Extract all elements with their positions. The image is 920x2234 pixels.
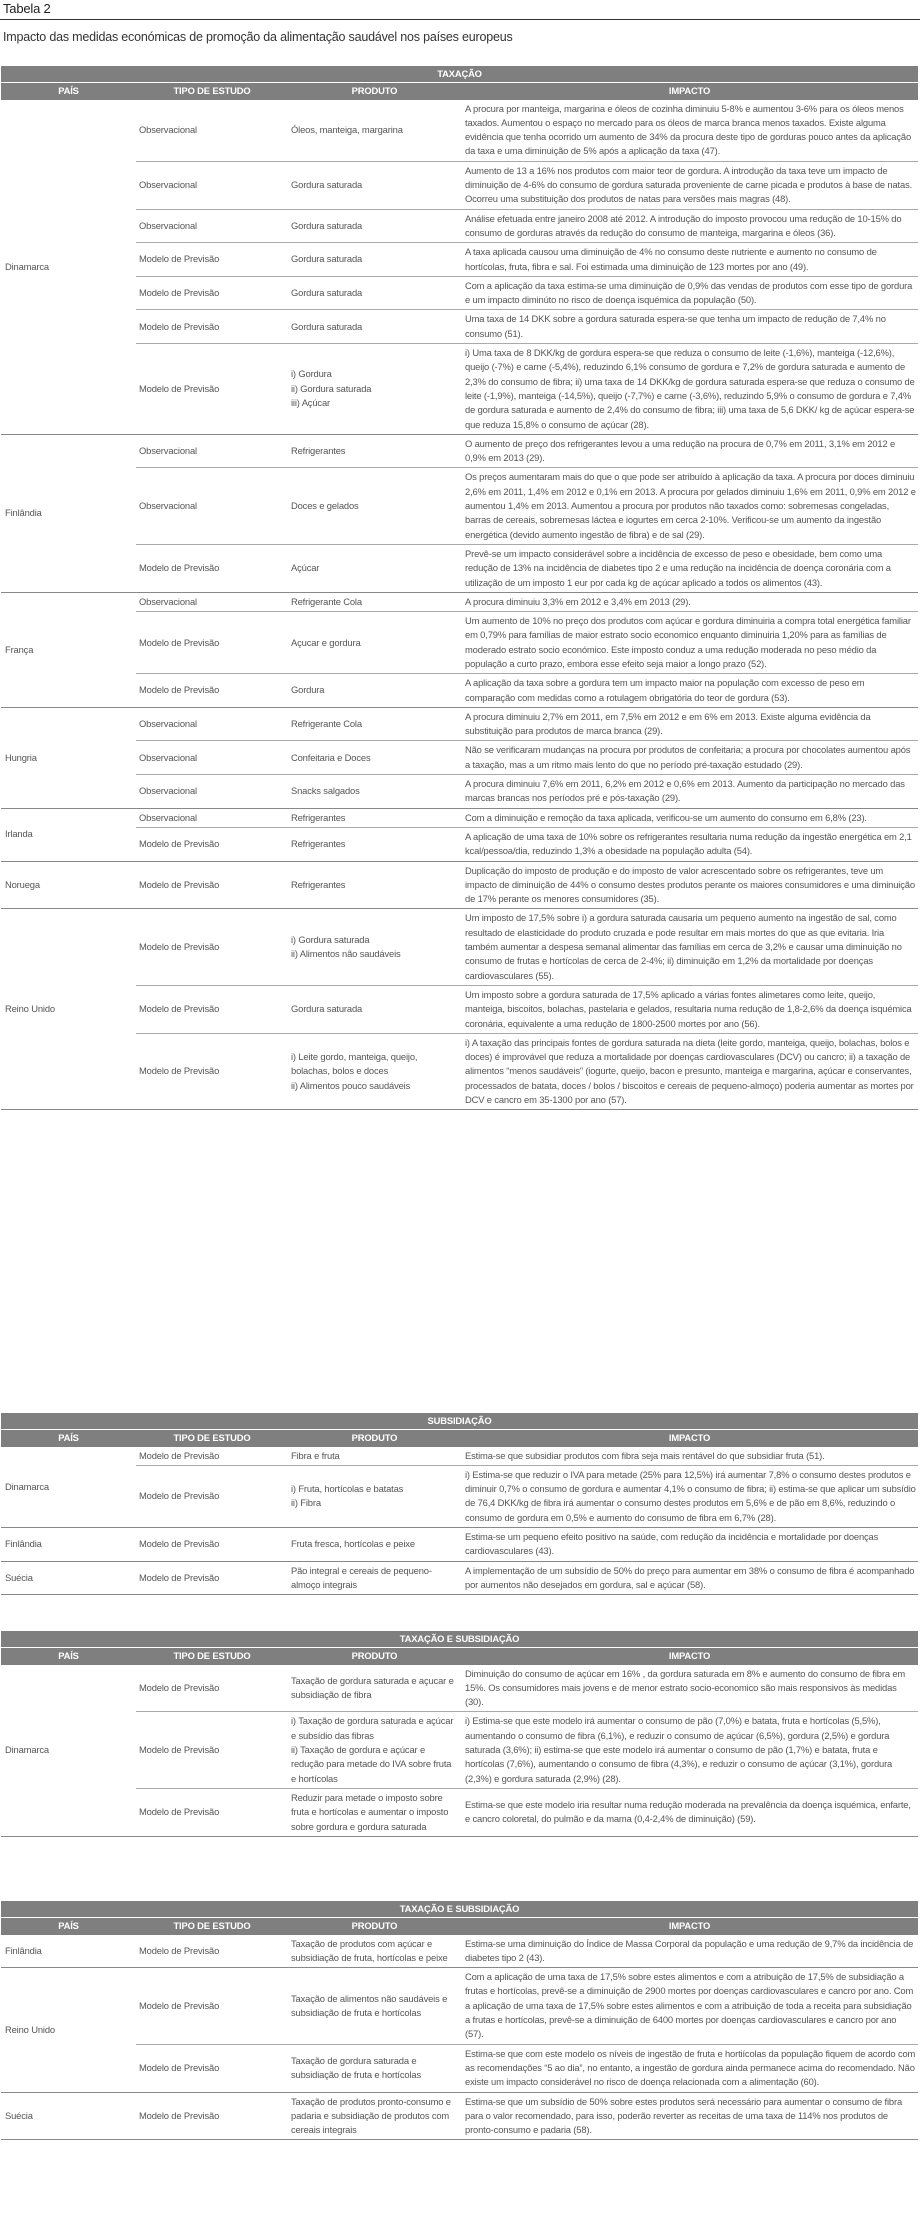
impact-cell: Aumento de 13 a 16% nos produtos com maior teor de gordura. A introdução da taxa teve um impacto de diminuição de 4-6% do consumo de gordura saturada proveniente de carne picada e produtos à base de natas. Ocorreu uma substituição dos produtos de natas para versões mais magras (48). <box>461 161 918 209</box>
study-type-cell: Observacional <box>136 707 288 741</box>
table-row <box>1 861 918 909</box>
impact-cell: Estima-se que com este modelo os níveis de ingestão de fruta e hortiícolas da população fiquem de acordo com as recomendações “5 ao dia”, no entanto, a ingestão de gordura ainda permanece acima do recomendado. Não existe um impacto considerável no risco de doença relacionada com a alimentação (60). <box>461 2044 918 2092</box>
study-type-cell: Modelo de Previsão <box>136 985 288 1033</box>
impact-cell: A procura por manteiga, margarina e óleos de cozinha diminuiu 5-8% e aumentou 3-6% para os óleos menos taxados. Aumentou o espaço no mercado para os óleos de marca branca menos taxados. Existe alguma evidência que tenha ocorrido um aumento de 34% da procura deste tipo de gorduras pouco antes da aplicação da taxa e uma diminuição de 5% após a aplicação da taxa (47). <box>461 100 918 162</box>
impact-cell: Com a aplicação da taxa estima-se uma diminuição de 0,9% das vendas de produtos com esse tipo de gordura e um impacto diminúto no risco de doença isquémica da população (50). <box>461 276 918 310</box>
product-cell: i) Gordura ii) Gordura saturada iii) Açúcar <box>288 344 461 435</box>
product-cell: Pão integral e cereais de pequeno-almoço integrais <box>288 1561 461 1595</box>
impact-cell: A taxa aplicada causou uma diminuição de 4% no consumo deste nutriente e aumento no consumo de hortícolas, fruta, fibra e sal. Foi estimada uma diminuição de 123 mortes por ano (49). <box>461 243 918 277</box>
table-row <box>1 1665 918 1712</box>
impact-cell: Análise efetuada entre janeiro 2008 até 2012. A introdução do imposto provocou uma redução de 10-15% do consumo de gorduras através da redução do consumo de manteiga, margarina e óleos (36). <box>461 209 918 243</box>
product-cell: i) Gordura saturada ii) Alimentos não saudáveis <box>288 909 461 985</box>
study-type-cell: Modelo de Previsão <box>136 861 288 909</box>
product-cell: i) Taxação de gordura saturada e açúcar e subsídio das fibras ii) Taxação de gordura e açúcar e redução para metade do IVA sobre fruta e hortícolas <box>288 1712 461 1788</box>
impact-cell: Estima-se que este modelo iria resultar numa redução moderada na prevalência da doença isquémica, enfarte, e cancro coloretal, do pulmão e da mama (0,4-2,4% de diminuição) (59). <box>461 1788 918 1836</box>
table-row <box>1 1447 918 1466</box>
table-row <box>1 909 918 985</box>
table-row <box>1 100 918 162</box>
column-header-study-type: TIPO DE ESTUDO <box>136 1648 288 1665</box>
impact-cell: Um aumento de 10% no preço dos produtos com açúcar e gordura diminuiria a compra total energética familiar em 0,79% para famílias de maior estrato socio economico enquanto diminuiria 1,20% para as famílias de moderado estrato socio económico. Este imposto conduz a uma redução moderada no peso médio da população a curto prazo, embora esse efeito seja maior a longo prazo (52). <box>461 612 918 674</box>
product-cell: Taxação de alimentos não saudáveis e subsidiação de fruta e hortícolas <box>288 1968 461 2044</box>
section-title: TAXAÇÃO <box>1 66 918 83</box>
study-type-cell: Observacional <box>136 209 288 243</box>
table-row <box>1 775 918 809</box>
study-type-cell: Modelo de Previsão <box>136 344 288 435</box>
section-title: TAXAÇÃO E SUBSIDIAÇÃO <box>1 1631 918 1648</box>
country-cell: Reino Unido <box>1 909 136 1110</box>
table-row <box>1 243 918 277</box>
study-type-cell: Modelo de Previsão <box>136 544 288 592</box>
title-divider <box>0 19 920 20</box>
country-cell: Reino Unido <box>1 1968 136 2092</box>
impact-cell: A implementação de um subsídio de 50% do preço para aumentar em 38% o consumo de fibra é acompanhado por aumentos não desejados em gordura, sal e açúcar (58). <box>461 1561 918 1595</box>
study-type-cell: Modelo de Previsão <box>136 1968 288 2044</box>
country-cell: França <box>1 592 136 707</box>
table-row <box>1 1712 918 1788</box>
product-cell: Refrigerantes <box>288 861 461 909</box>
table-row <box>1 827 918 861</box>
product-cell: Snacks salgados <box>288 775 461 809</box>
impact-cell: A procura diminuiu 2,7% em 2011, em 7,5% em 2012 e em 6% em 2013. Existe alguma evidência da substituição para produtos de marca branca (29). <box>461 707 918 741</box>
table-row <box>1 592 918 611</box>
product-cell: Refrigerante Cola <box>288 707 461 741</box>
section-header-row <box>1 1413 918 1430</box>
table-row <box>1 808 918 827</box>
table-row <box>1 2092 918 2140</box>
study-type-cell: Modelo de Previsão <box>136 2092 288 2140</box>
column-header-impact: IMPACTO <box>461 1430 918 1447</box>
product-cell: Gordura saturada <box>288 985 461 1033</box>
column-header-study-type: TIPO DE ESTUDO <box>136 1430 288 1447</box>
country-cell: Dinamarca <box>1 1447 136 1528</box>
study-type-cell: Observacional <box>136 741 288 775</box>
product-cell: i) Fruta, hortícolas e batatas ii) Fibra <box>288 1465 461 1527</box>
impact-cell: A procura diminuiu 7,6% em 2011, 6,2% em 2012 e 0,6% em 2013. Aumento da participação no mercado das marcas brancas nos períodos pré e pós-taxação (29). <box>461 775 918 809</box>
section-table-4 <box>1 1901 918 2140</box>
study-type-cell: Modelo de Previsão <box>136 909 288 985</box>
study-type-cell: Modelo de Previsão <box>136 276 288 310</box>
study-type-cell: Modelo de Previsão <box>136 1465 288 1527</box>
column-header-country: PAÍS <box>1 1648 136 1665</box>
column-header-row <box>1 83 918 100</box>
impact-cell: A procura diminuiu 3,3% em 2012 e 3,4% em 2013 (29). <box>461 592 918 611</box>
table-caption: Impacto das medidas económicas de promoção da alimentação saudável nos países europeus <box>3 30 513 44</box>
column-header-country: PAÍS <box>1 1918 136 1935</box>
table-row <box>1 1561 918 1595</box>
column-header-row <box>1 1918 918 1935</box>
study-type-cell: Modelo de Previsão <box>136 1447 288 1466</box>
product-cell: Óleos, manteiga, margarina <box>288 100 461 162</box>
country-cell: Finlândia <box>1 434 136 592</box>
study-type-cell: Modelo de Previsão <box>136 674 288 708</box>
product-cell: Taxação de produtos pronto-consumo e padaria e subsidiação de produtos com cereais integrais <box>288 2092 461 2140</box>
country-cell: Finlândia <box>1 1935 136 1968</box>
section-header-row <box>1 1901 918 1918</box>
country-cell: Noruega <box>1 861 136 909</box>
column-header-product: PRODUTO <box>288 1918 461 1935</box>
product-cell: Taxação de produtos com açúcar e subsidiação de fruta, hortícolas e peixe <box>288 1935 461 1968</box>
table-row <box>1 344 918 435</box>
column-header-impact: IMPACTO <box>461 1648 918 1665</box>
table-row <box>1 276 918 310</box>
product-cell: Fibra e fruta <box>288 1447 461 1466</box>
study-type-cell: Modelo de Previsão <box>136 1561 288 1595</box>
column-header-product: PRODUTO <box>288 1648 461 1665</box>
impact-cell: Estima-se um pequeno efeito positivo na saúde, com redução da incidência e mortalidade por doenças cardiovasculares (43). <box>461 1528 918 1562</box>
impact-cell: Estima-se que subsidiar produtos com fibra seja mais rentável do que subsidiar fruta (51). <box>461 1447 918 1466</box>
impact-cell: i) A taxação das principais fontes de gordura saturada na dieta (leite gordo, manteiga, queijo, bolachas, bolos e doces) é improvável que reduza a mortalidade por doenças cardiovasculares (DCV) ou cancro; ii) a taxação de alimentos “menos saudáveis” (iogurte, queijo, bacon e presunto, manteiga e margarina, açúcar e conservantes, processados de batata, doces / bolos / biscoitos e cereais de pequeno-almoço) poderia aumentar as mortes por DCV e cancro em 35-1300 por ano (57). <box>461 1033 918 1109</box>
study-type-cell: Modelo de Previsão <box>136 1033 288 1109</box>
impact-cell: A aplicação de uma taxa de 10% sobre os refrigerantes resultaria numa redução da ingestão energética em 2,1 kcal/pessoa/dia, reduzindo 1,3% a obesidade na população adulta (54). <box>461 827 918 861</box>
column-header-product: PRODUTO <box>288 83 461 100</box>
table-number: Tabela 2 <box>3 1 51 16</box>
study-type-cell: Modelo de Previsão <box>136 1528 288 1562</box>
country-cell: Dinamarca <box>1 100 136 435</box>
product-cell: Açúcar <box>288 544 461 592</box>
section-table-1 <box>1 66 918 1110</box>
table-row <box>1 434 918 468</box>
study-type-cell: Observacional <box>136 592 288 611</box>
study-type-cell: Modelo de Previsão <box>136 612 288 674</box>
study-type-cell: Modelo de Previsão <box>136 2044 288 2092</box>
product-cell: Refrigerante Cola <box>288 592 461 611</box>
table-row <box>1 2044 918 2092</box>
country-cell: Suécia <box>1 2092 136 2140</box>
table-row <box>1 985 918 1033</box>
product-cell: Gordura saturada <box>288 161 461 209</box>
table-row <box>1 707 918 741</box>
column-header-row <box>1 1648 918 1665</box>
country-cell: Hungria <box>1 707 136 808</box>
table-row <box>1 310 918 344</box>
study-type-cell: Observacional <box>136 775 288 809</box>
impact-cell: Uma taxa de 14 DKK sobre a gordura saturada espera-se que tenha um impacto de redução de 7,4% no consumo (51). <box>461 310 918 344</box>
table-row <box>1 209 918 243</box>
impact-cell: Não se verificaram mudanças na procura por produtos de confeitaria; a procura por chocolates aumentou após a taxação, mas a um ritmo mais lento do que no período pré-taxação estudado (29). <box>461 741 918 775</box>
study-type-cell: Observacional <box>136 161 288 209</box>
product-cell: Gordura saturada <box>288 276 461 310</box>
column-header-country: PAÍS <box>1 83 136 100</box>
study-type-cell: Modelo de Previsão <box>136 1712 288 1788</box>
impact-cell: i) Estima-se que reduzir o IVA para metade (25% para 12,5%) irá aumentar 7,8% o consumo destes produtos e diminuir 0,7% o consumo de gordura e aumentar 4,1% o consumo de fibra; ii) estima-se que aplicar um subsídio de 76,4 DKK/kg de fibra irá aumentar o consumo destes produtos em 5,6% e de pão em 8,6%, reduzindo o consumo de gordura em 0,5% e aumento do consumo de fibra em 6,7% (28). <box>461 1465 918 1527</box>
impact-cell: Um imposto sobre a gordura saturada de 17,5% aplicado a várias fontes alimetares como leite, queijo, manteiga, biscoitos, bolachas, pastelaria e gelados, resultaria numa redução de 1,8-2,6% da doença isquémica coronária, equivalente a uma redução de 1800-2500 mortes por ano (56). <box>461 985 918 1033</box>
table-row <box>1 674 918 708</box>
country-cell: Dinamarca <box>1 1665 136 1837</box>
table-row <box>1 1528 918 1562</box>
product-cell: Doces e gelados <box>288 468 461 544</box>
study-type-cell: Observacional <box>136 434 288 468</box>
country-cell: Irlanda <box>1 808 136 861</box>
table-row <box>1 1465 918 1527</box>
section-table-3 <box>1 1631 918 1837</box>
study-type-cell: Modelo de Previsão <box>136 1935 288 1968</box>
study-type-cell: Observacional <box>136 100 288 162</box>
country-cell: Finlândia <box>1 1528 136 1562</box>
study-type-cell: Modelo de Previsão <box>136 827 288 861</box>
product-cell: Refrigerantes <box>288 827 461 861</box>
study-type-cell: Modelo de Previsão <box>136 1665 288 1712</box>
product-cell: Gordura <box>288 674 461 708</box>
table-row <box>1 612 918 674</box>
column-header-country: PAÍS <box>1 1430 136 1447</box>
impact-cell: Estima-se que um subsídio de 50% sobre estes produtos será necessário para aumentar o consumo de fibra para o valor recomendado, para isso, poderão reverter as receitas de uma taxa de 114% nos produtos de pronto-consumo e padaria (58). <box>461 2092 918 2140</box>
table-row <box>1 544 918 592</box>
impact-cell: O aumento de preço dos refrigerantes levou a uma redução na procura de 0,7% em 2011, 3,1% em 2012 e 0,9% em 2013 (29). <box>461 434 918 468</box>
column-header-impact: IMPACTO <box>461 1918 918 1935</box>
study-type-cell: Observacional <box>136 468 288 544</box>
table-row <box>1 161 918 209</box>
section-table-2 <box>1 1413 918 1595</box>
table-row <box>1 741 918 775</box>
column-header-study-type: TIPO DE ESTUDO <box>136 1918 288 1935</box>
section-header-row <box>1 1631 918 1648</box>
column-header-impact: IMPACTO <box>461 83 918 100</box>
impact-cell: Com a aplicação de uma taxa de 17,5% sobre estes alimentos e com a atribuição de 17,5% de subsidiação a frutas e hortícolas, prevê-se a diminuição de 2900 mortes por doenças cardiovasculares e cancro por ano. Com a aplicação de uma taxa de 17,5% sobre estes alimentos e com a atribuição de toda a receita para subsidiação a frutas e hortícolas, prevê-se a diminuição de 6400 mortes por doenças cardiovasculares e cancro por ano (57). <box>461 1968 918 2044</box>
product-cell: Taxação de gordura saturada e subsidiação de fruta e hortícolas <box>288 2044 461 2092</box>
column-header-study-type: TIPO DE ESTUDO <box>136 83 288 100</box>
product-cell: Confeitaria e Doces <box>288 741 461 775</box>
impact-cell: Um imposto de 17,5% sobre i) a gordura saturada causaria um pequeno aumento na ingestão de sal, como resultado de elasticidade do produto cruzada e pode resultar em mais mortes do que as que evitaria. Iria também aumentar a despesa semanal alimentar das famílias em cerca de 3,2% e causar uma diminuição no consumo de frutas e hortícolas de cerca de 2-4%; ii) diminuição em 1,2% da mortalidade por doenças cardiovasculares (55). <box>461 909 918 985</box>
impact-cell: Duplicação do imposto de produção e do imposto de valor acrescentado sobre os refrigerantes, teve um impacto de diminuição de 44% o consumo destes produtos perante os maiores consumidores e uma diminuição de 17% perante os menores consumidores (35). <box>461 861 918 909</box>
product-cell: Fruta fresca, hortícolas e peixe <box>288 1528 461 1562</box>
table-row <box>1 1968 918 2044</box>
study-type-cell: Modelo de Previsão <box>136 1788 288 1836</box>
product-cell: Taxação de gordura saturada e açucar e subsidiação de fibra <box>288 1665 461 1712</box>
impact-cell: Estima-se uma diminuição do Índice de Massa Corporal da população e uma redução de 9,7% da incidência de diabetes tipo 2 (43). <box>461 1935 918 1968</box>
impact-cell: Prevê-se um impacto considerável sobre a incidência de excesso de peso e obesidade, bem como uma redução de 13% na incidência de diabetes tipo 2 e uma redução na incidência de doença coronária com a utilização de um imposto 1 eur por cada kg de açúcar aplicado a todos os alimentos (43). <box>461 544 918 592</box>
study-type-cell: Observacional <box>136 808 288 827</box>
impact-cell: i) Uma taxa de 8 DKK/kg de gordura espera-se que reduza o consumo de leite (-1,6%), manteiga (-12,6%), queijo (-7%) e carne (-5,4%), reduzindo 6,1% consumo de gordura e 7,2% de gordura saturada e aumento de 2,3% do consumo de fibra; ii) uma taxa de 14 DKK/kg de gordura saturada espera-se que reduza o consumo de leite (-1,9%), manteiga (-14,5%), queijo (-7,7%) e carne (-3,6%), reduzindo 5,9% o consumo de gordura e 7,4% de gordura saturada e aumento de 2,4% do consumo de fibra; iii) uma taxa de 5,6 DKK/ kg de açúcar espera-se que reduza 15,8% o consumo de açúcar (28). <box>461 344 918 435</box>
impact-cell: A aplicação da taxa sobre a gordura tem um impacto maior na população com excesso de peso em comparação com medidas como a rotulagem obrigatória do teor de gordura (53). <box>461 674 918 708</box>
product-cell: Refrigerantes <box>288 434 461 468</box>
impact-cell: Os preços aumentaram mais do que o que pode ser atribuído à aplicação da taxa. A procura por doces diminuiu 2,6% em 2011, 1,4% em 2012 e 0,1% em 2013. A procura por gelados diminuiu 1,6% em 2011, 0,9% em 2012 e aumentou 1,4% em 2013. Aumentou a procura por produtos não taxados como: sobremesas congeladas, barras de cereais, sobremesas láctea e iogurtes em cerca 2-10%. Verificou-se um aumento da ingestão energética (devido aumento ingestão de fibra) e de sal (29). <box>461 468 918 544</box>
table-row <box>1 1788 918 1836</box>
study-type-cell: Modelo de Previsão <box>136 310 288 344</box>
impact-cell: Diminuição do consumo de açúcar em 16% , da gordura saturada em 8% e aumento do consumo de fibra em 15%. Os consumidores mais jovens e de menor estrato socio-economico são mais responsivos às medidas (30). <box>461 1665 918 1712</box>
product-cell: Açucar e gordura <box>288 612 461 674</box>
product-cell: Refrigerantes <box>288 808 461 827</box>
country-cell: Suécia <box>1 1561 136 1595</box>
column-header-product: PRODUTO <box>288 1430 461 1447</box>
product-cell: Gordura saturada <box>288 243 461 277</box>
impact-cell: Com a diminuição e remoção da taxa aplicada, verificou-se um aumento do consumo em 6,8% (23). <box>461 808 918 827</box>
section-title: TAXAÇÃO E SUBSIDIAÇÃO <box>1 1901 918 1918</box>
study-type-cell: Modelo de Previsão <box>136 243 288 277</box>
product-cell: Gordura saturada <box>288 310 461 344</box>
section-header-row <box>1 66 918 83</box>
table-row <box>1 468 918 544</box>
product-cell: Gordura saturada <box>288 209 461 243</box>
table-row <box>1 1935 918 1968</box>
column-header-row <box>1 1430 918 1447</box>
table-row <box>1 1033 918 1109</box>
impact-cell: i) Estima-se que este modelo irá aumentar o consumo de pão (7,0%) e batata, fruta e hortícolas (5,5%), aumentando o consumo de fibra (6,1%), e reduzir o consumo de açúcar (6,5%), gordura (2,5%) e gordura saturada (3,6%); ii) estima-se que este modelo irá aumentar o consumo de pão (1,7%) e batata, fruta e hortícolas (7,6%), aumentando o consumo de fibra (4,3%), e reduzir o consumo de açúcar (3,1%), gordura (2,3%) e gordura saturada (2,9%) (28). <box>461 1712 918 1788</box>
product-cell: Reduzir para metade o imposto sobre fruta e hortícolas e aumentar o imposto sobre gordura e gordura saturada <box>288 1788 461 1836</box>
product-cell: i) Leite gordo, manteiga, queijo, bolachas, bolos e doces ii) Alimentos pouco saudáveis <box>288 1033 461 1109</box>
section-title: SUBSIDIAÇÃO <box>1 1413 918 1430</box>
